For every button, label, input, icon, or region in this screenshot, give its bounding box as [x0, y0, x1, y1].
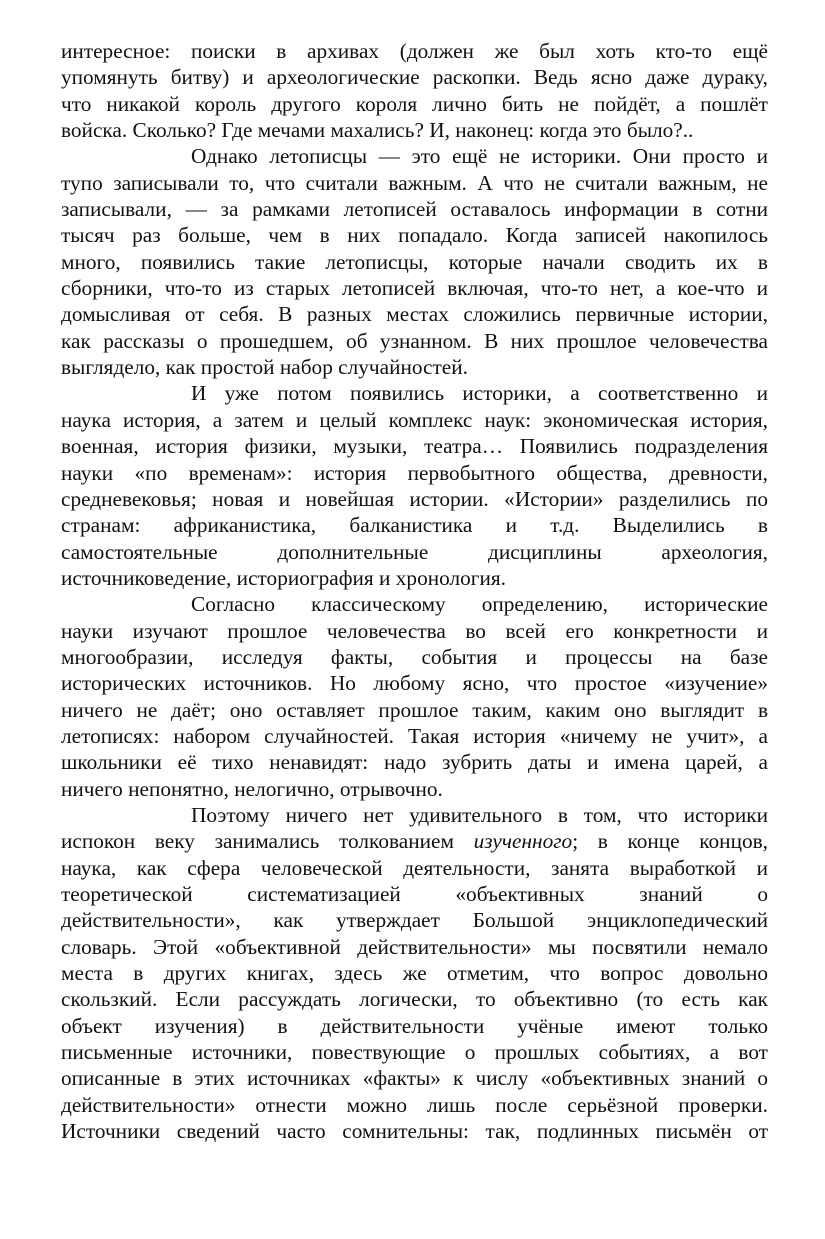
text-line: источниковедение, историография и хронология. — [61, 565, 507, 590]
text-line: скользкий. Если рассуждать логически, то объективно (то есть как — [61, 987, 768, 1012]
text-line: описанные в этих источниках «факты» к числу «объективных знаний о — [61, 1066, 768, 1091]
text-line: интересное: поиски в архивах (должен же был хоть кто-то ещё — [61, 39, 768, 63]
text-line: военная, история физики, музыки, театра… Появились подразделения — [61, 434, 768, 459]
text-line: наука история, а затем и целый комплекс наук: экономическая история, — [61, 407, 768, 432]
text-line: много, появились такие летописцы, которые начали сводить их в — [61, 249, 768, 274]
text-line: Однако летописцы — это ещё не историки. Они просто и — [191, 144, 768, 169]
text-line: домысливая от себя. В разных местах сложились первичные истории, — [61, 302, 768, 327]
text-line: упомянуть битву) и археологические раскопки. Ведь ясно даже дураку, — [61, 65, 768, 90]
text-line: И уже потом появились историки, а соответственно и — [191, 381, 768, 406]
text-segment: испокон веку занимались толкованием — [61, 829, 474, 854]
text-line: Источники сведений часто сомнительны: так, подлинных письмён от — [61, 1119, 768, 1144]
text-line: как рассказы о прошедшем, об узнанном. В них прошлое человечества — [61, 328, 768, 353]
text-line: что никакой король другого короля лично бить не пойдёт, а пошлёт — [61, 91, 768, 116]
text-line: теоретической систематизацией «объективных знаний о — [61, 882, 768, 906]
text-line: Поэтому ничего нет удивительного в том, что историки — [191, 802, 768, 827]
text-line: сборники, что-то из старых летописей включая, что-то нет, а кое-что и — [61, 276, 768, 301]
text-line: выглядело, как простой набор случайностей. — [61, 355, 468, 380]
text-segment: ; в конце концов, — [572, 829, 769, 854]
document-page — [61, 38, 768, 1144]
text-line: письменные источники, повествующие о прошлых событиях, а вот — [61, 1040, 768, 1065]
text-line: действительности» отнести можно лишь после серьёзной проверки. — [61, 1092, 768, 1117]
text-line: словарь. Этой «объективной действительности» мы посвятили немало — [61, 934, 768, 959]
text-line: Согласно классическому определению, исторические — [191, 592, 768, 617]
text-line: ничего не даёт; оно оставляет прошлое таким, каким оно выглядит в — [61, 697, 768, 722]
text-line — [61, 828, 768, 854]
text-line: школьники её тихо ненавидят: надо зубрить даты и имена царей, а — [61, 750, 768, 775]
text-line: войска. Сколько? Где мечами махались? И, наконец: когда это было?.. — [61, 118, 694, 143]
text-line: средневековья; новая и новейшая истории. «Истории» разделились по — [61, 486, 768, 511]
text-line: ничего непонятно, нелогично, отрывочно. — [61, 776, 443, 801]
text-line: записывали, — за рамками летописей оставалось информации в сотни — [61, 197, 768, 222]
italic-term: изученного — [473, 829, 573, 854]
text-line: тысяч раз больше, чем в них попадало. Когда записей накопилось — [61, 223, 768, 248]
text-line: объект изучения) в действительности учёные имеют только — [61, 1013, 768, 1038]
text-line: тупо записывали то, что считали важным. А что не считали важным, не — [61, 170, 768, 195]
text-line: места в других книгах, здесь же отметим, что вопрос довольно — [61, 961, 768, 986]
text-line: наука, как сфера человеческой деятельности, занята выработкой и — [61, 855, 768, 880]
text-line: странам: африканистика, балканистика и т.д. Выделились в — [61, 513, 768, 538]
text-line: многообразии, исследуя факты, события и процессы на базе — [61, 644, 768, 669]
text-line: науки изучают прошлое человечества во всей его конкретности и — [61, 618, 768, 643]
text-line: науки «по временам»: история первобытного общества, древности, — [61, 460, 768, 485]
text-line: летописях: набором случайностей. Такая история «ничему не учит», а — [61, 723, 768, 748]
text-line: самостоятельные дополнительные дисциплины археология, — [61, 539, 768, 564]
text-line: исторических источников. Но любому ясно, что простое «изучение» — [61, 671, 768, 696]
body-text — [61, 38, 768, 1144]
text-line: действительности», как утверждает Большой энциклопедический — [61, 908, 768, 933]
